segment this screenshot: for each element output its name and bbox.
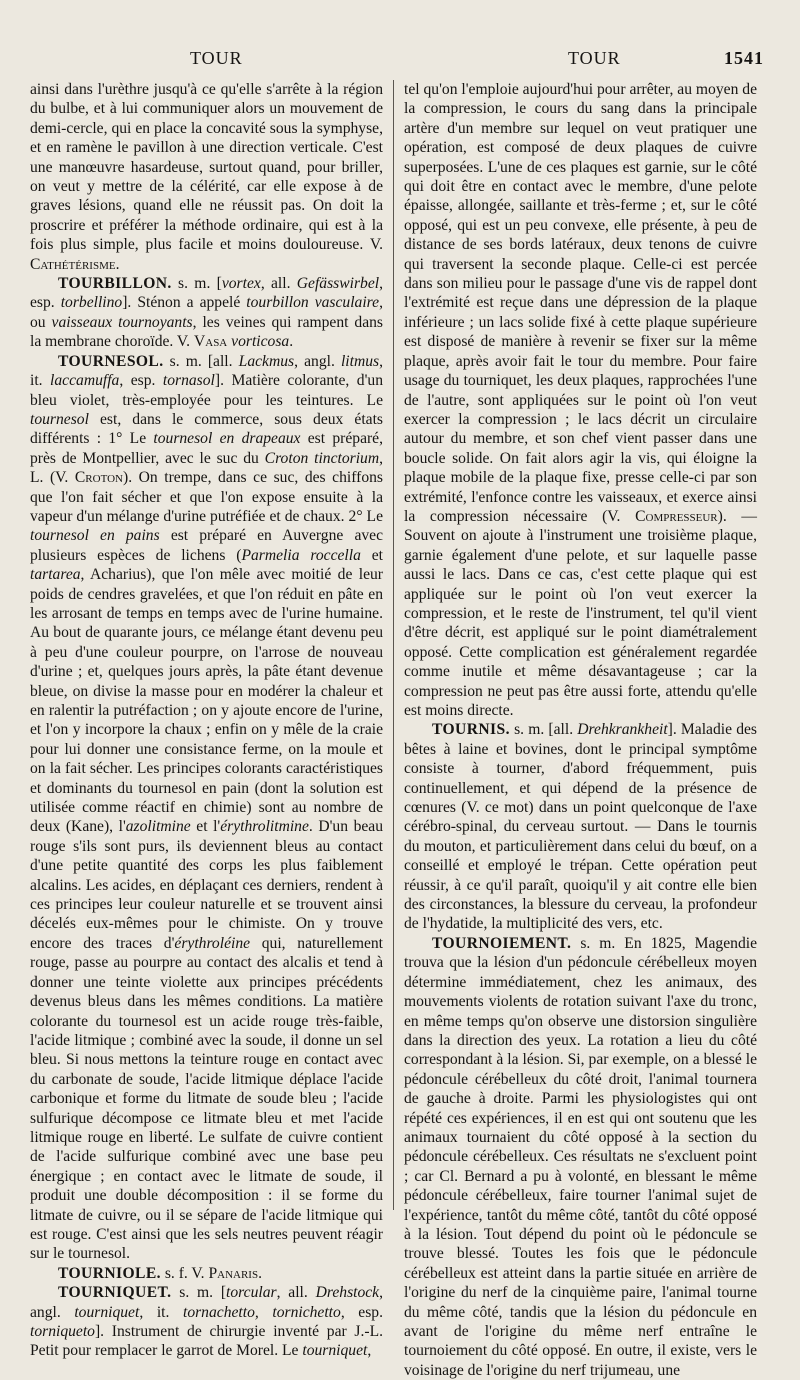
headword: TOURNOIEMENT. (432, 934, 572, 952)
cross-reference: Panaris (208, 1264, 259, 1282)
entry-text: , angl. (294, 352, 341, 370)
etymology: laccamuffa (50, 372, 120, 390)
etymology: torbellino (60, 294, 123, 312)
entry-text: ainsi dans l'urèthre jusqu'à ce qu'elle s'arrête à la région du bulbe, et à lui communiquer alors un mouvement de demi-cercle, qui en place la concavité sous la symphyse, et en ramène le pavillon à une direction verticale. C'est une manœuvre hasardeuse, surtout quand, pour briller, on veut y mettre de la célérité, car elle expose à de graves lésions, quand elle ne réussit pas. On doit la proscrire et préférer la méthode ordinaire, qui est à la fois plus simple, plus facile et moins douloureuse. V. (30, 81, 383, 254)
term: tournesol en pains (30, 527, 160, 545)
term: tourniquet (302, 1342, 368, 1360)
column-divider (393, 80, 394, 1210)
entry-text: et l' (190, 818, 221, 836)
etymology: Drehstock (315, 1284, 380, 1302)
entry-text: ]. Maladie des bêtes à laine et bovines, dont le principal symptôme consiste à tourner, d'abord fréquemment, puis continuellement, et qui dépend de la présence de cœnures (V. ce mot) dans un point quelconque de l'axe cérébro-spinal, du cerveau surtout. — Dans le tournis du mouton, et particulièrement dans celui du bœuf, on a conseillé et employé le trépan. Cette opération peut réussir, à ce qu'il paraît, quoiqu'il y ait contre elle bien des circonstances, la blessure du cerveau, la profondeur de l'hydatide, la multiplicité des vers, etc. (404, 721, 757, 933)
entry-text: est préparé, près de Montpellier, avec le suc du (30, 430, 384, 467)
entry-text: , all. (276, 1284, 316, 1302)
entry-text: s. f. V. (164, 1264, 209, 1282)
entry-tournoiement (404, 934, 757, 1380)
running-head-right: TOUR (568, 48, 621, 68)
etymology: torniqueto (30, 1323, 95, 1340)
entry-text: , les veines qui rampent dans la membrane choroïde. V. (30, 313, 383, 351)
entry-text: , esp. (30, 275, 384, 312)
etymology: Gefässwirbel (296, 275, 380, 293)
entry-text: En 1825, Magendie trouva que la lésion d'un pédoncule cérébelleux moyen détermine immédiatement, chez les animaux, des mouvements violents de rotation suivant l'axe du tronc, en même temps qu'on observe une distorsion singulière dans la direction des yeux. La rotation a lieu du côté correspondant à la lésion. Si, par exemple, on a blessé le pédoncule cérébelleux du côté droit, l'animal tournera de gauche à droite. Parmi les physiologistes qui ont répété ces expériences, il en est qui ont soutenu que les animaux tournaient du côté opposé à la section du pédoncule cérébelleux. Ces résultats ne s'excluent point ; car Cl. Bernard a pu à volonté, en blessant le même pédoncule cérébelleux, faire tourner l'animal sujet de l'expérience, tantôt du même côté, tantôt du côté opposé à la lésion. Tout dépend du point où le pédoncule se trouve blessé. Toutes les fois que le pédoncule cérébelleux est atteint dans la partie située en arrière de l'origine du nerf de la cinquième paire, l'animal tourne du même côté, tandis que la lésion du pédoncule en avant de l'origine du même nerf entraîne le tournoiement du côté opposé. En outre, il existe, vers le voisinage de l'origine du nerf trijumeau, une (404, 934, 757, 1379)
entry-text: s. m. [all. (514, 721, 578, 739)
term: azolitmine (125, 818, 191, 836)
etymology: litmus (340, 352, 380, 370)
page-number: 1541 (724, 48, 764, 68)
term: érythroléine (174, 934, 251, 952)
entry-text: et (360, 546, 384, 564)
entry-tourbillon (30, 274, 383, 352)
headword: TOURNIS. (432, 721, 510, 739)
entry-text: , esp. (340, 1303, 383, 1321)
entry-text: . (258, 1264, 262, 1282)
entry-text: est préparé en Auvergne avec plusieurs espèces de lichens ( (30, 527, 384, 564)
etymology: tornachetto, tornichetto (182, 1303, 341, 1321)
cross-reference: Compresseur (635, 507, 718, 525)
etymology: Lackmus (238, 352, 295, 370)
entry-text: , ou (30, 294, 383, 331)
entry-continuation-left: ainsi dans l'urèthre jusqu'à ce qu'elle s'arrête à la région du bulbe, et à lui communiquer alors un mouvement de demi-cercle, qui en place la concavité sous la symphyse, et en ramène le pavillon à une direction verticale. C'est une manœuvre hasardeuse, surtout quand, pour briller, on veut y mettre de la célérité, car elle expose à de graves lésions, quand elle ne réussit pas. On doit la proscrire et préférer la méthode ordinaire, qui est à la fois plus simple, plus facile et moins douloureuse. V. Cathétérisme. (30, 81, 383, 273)
term: Parmelia roccella (241, 546, 361, 564)
entry-text: s. m. (580, 934, 616, 952)
entry-text: , it. (30, 352, 383, 390)
entry-tournesol (30, 352, 383, 1264)
cross-reference: vorticosa (231, 333, 290, 351)
entry-text: s. m. [all. (169, 352, 239, 370)
entry-text: ]. Matière colorante, d'un bleu violet, très-employée pour les teintures. Le (30, 372, 384, 409)
entry-text: , angl. (30, 1284, 384, 1321)
cross-reference: Cathétérisme (30, 255, 116, 273)
headword: TOURNIOLE. (58, 1264, 161, 1282)
entry-text: ). — Souvent on ajoute à l'instrument une troisième plaque, garnie également d'une pelote, et sur laquelle passe aussi le lacs. Dans ce cas, c'est cette plaque qui est appliquée sur le point où l'on veut exercer la compression, et le reste de l'instrument, tel qu'il vient d'être décrit, est appliqué sur le point diamétralement opposé. Cette complication est généralement regardée comme inutile et même désavantageuse ; car la compression ne peut pas être aussi forte, attendu qu'elle est moins directe. (404, 507, 757, 719)
etymology: tornasol (162, 372, 215, 390)
entry-text: , it. (139, 1303, 183, 1321)
term: Croton tinctorium (264, 449, 380, 467)
right-column (404, 80, 757, 1380)
etymology: torcular (226, 1284, 277, 1302)
entry-text: s. m. [ (179, 1284, 227, 1302)
term: tartarea (30, 566, 81, 584)
entry-text: , L. (V. (30, 449, 384, 487)
cross-reference: Vasa (193, 333, 228, 351)
etymology: tourniquet (74, 1303, 140, 1321)
entry-text: , all. (260, 275, 297, 293)
entry-tourniole (30, 1264, 383, 1283)
term: tournesol en drapeaux (153, 430, 301, 448)
running-head-left: TOUR (190, 48, 243, 68)
entry-text: tel qu'on l'emploie aujourd'hui pour arrêter, au moyen de la compression, le cours du sang dans la principale artère d'un membre sur lequel on veut pratiquer une opération, est composé de deux plaques de cuivre superposées. L'une de ces plaques est garnie, sur le côté qui doit être en contact avec le membre, d'une pelote épaisse, allongée, saillante et très-ferme ; et, sur le côté opposé, qui est un peu convexe, elle présente, à peu de distance de ses bords latéraux, deux tenons de cuivre qui traversent la seconde plaque. Celle-ci est percée dans son milieu pour le passage d'une vis de rappel dont l'extrémité est reçue dans une dépression de la plaque inférieure ; un lacs solide fixé à cette plaque supérieure est disposé de manière à revenir se fixer sur la même plaque, après avoir fait le tour du membre. Pour faire usage du tourniquet, les deux plaques, rapprochées l'une de l'autre, sont appliquées sur le point où l'on veut exercer la compression ; le lacs décrit un circulaire autour du membre, et son chef vient passer dans une boucle solide. On fait alors agir la vis, qui éloigne la plaque mobile de la plaque fixe, presse celle-ci par son extrémité, l'enfonce contre les vaisseaux, et exerce ainsi la compression nécessaire (V. (404, 81, 757, 525)
cross-reference: Croton (74, 469, 123, 487)
entry-text: , (367, 1342, 372, 1360)
term: vaisseaux tournoyants (51, 313, 193, 331)
term: tournesol (30, 410, 89, 428)
term: tourbillon vasculaire (246, 294, 380, 312)
headword: TOURNESOL. (58, 352, 164, 370)
etymology: vortex (221, 275, 261, 293)
entry-text: qui, naturellement rouge, passe au pourpre au contact des alcalis et tend à donner une teinte violette aux principes précédents devenus bleus dans les mêmes conditions. La matière colorante du tournesol est un acide rouge très-faible, l'acide litmique ; combiné avec la soude, il donne un sel bleu. Si nous mettons la teinture rouge en contact avec du carbonate de soude, l'acide litmique déplace l'acide carbonique et forme du litmate de soude bleu ; l'acide sulfurique décompose ce litmate bleu et met l'acide litmique rouge en liberté. Le sulfate de cuivre contient de l'acide sulfurique combiné avec une base peu énergique ; en contact avec le litmate de soude, il produit une double décomposition : il se forme du litmate de cuivre, ou il se sépare de l'acide litmique qui est rouge. C'est ainsi que les sels neutres peuvent réagir sur le tournesol. (30, 934, 383, 1263)
etymology: Drehkrankheit (577, 721, 668, 739)
entry-text: ]. Sténon a appelé (122, 294, 247, 312)
headword: TOURNIQUET. (58, 1284, 172, 1302)
entry-text: , esp. (119, 372, 163, 390)
entry-continuation-right (404, 80, 757, 720)
entry-tourniquet (30, 1283, 383, 1361)
entry-text: ]. Instrument de chirurgie inventé par J.-L. Petit pour remplacer le garrot de Morel. Le (30, 1323, 383, 1360)
entry-text: s. m. [ (178, 275, 222, 293)
entry-tournis (404, 720, 757, 933)
entry-text: ). On trempe, dans ce suc, des chiffons que l'on fait sécher et que l'on expose ensuite à la vapeur d'un mélange d'urine putréfiée et de chaux. 2° Le (30, 469, 383, 525)
term: érythrolitmine (220, 818, 309, 836)
headword: TOURBILLON. (58, 275, 172, 293)
entry-text: . (289, 333, 294, 351)
entry-text: , Acharius), que l'on mêle avec moitié de leur poids de cendres gravelées, et que l'on réduit en pâte en les arrosant de temps en temps avec de l'urine humaine. Au bout de quarante jours, ce mélange étant devenu peu à peu d'une couleur pourpre, on l'arrose de nouveau d'urine ; et, quelques jours après, la pâte étant devenue bleue, on divise la masse pour en modérer la chaleur et en ralentir la putréfaction ; on y ajoute encore de l'urine, et l'on y incorpore la chaux ; enfin on y mêle de la craie pour lui donner une consistance ferme, on la moule et on la fait sécher. Les principes colorants caractéristiques et dominants du tournesol en pain (dont la solution est utilisée comme réactif en chimie) sont au nombre de deux (Kane), l' (30, 566, 383, 836)
entry-text: est, dans le commerce, sous deux états différents : 1° Le (30, 410, 383, 448)
left-column (30, 80, 383, 1361)
entry-text: . D'un beau rouge s'ils sont purs, ils deviennent bleus au contact d'une petite quantité des corps les plus faiblement alcalins. Les acides, en déplaçant ces derniers, rendent à ces principes leur couleur naturelle et se trouvent ainsi décelés eux-mêmes pour le chimiste. On y trouve encore des traces d' (30, 818, 383, 952)
